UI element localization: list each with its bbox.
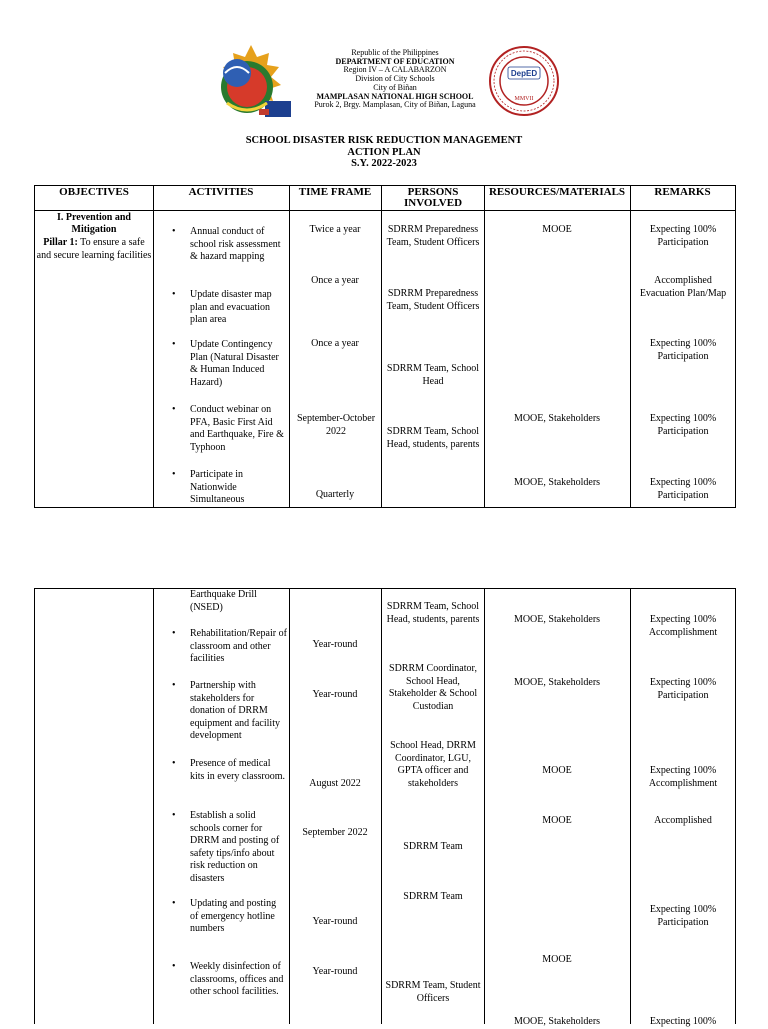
activity-item: Conduct webinar on PFA, Basic First Aid and Earthquake, Fire & Typhoon (190, 404, 284, 453)
seal-text: DepED (510, 69, 538, 78)
persons-involved: SDRRM Team, School Head, students, parents (386, 601, 480, 625)
resources-materials: MOOE (542, 954, 572, 965)
time-frame: August 2022 (309, 778, 361, 789)
persons-involved: School Head, DRRM Coordinator, LGU, GPTA officer and stakeholders (390, 740, 476, 789)
header-line: City of Biñan (373, 82, 417, 92)
time-frame: Twice a year (309, 224, 361, 235)
resources-materials: MOOE (542, 224, 572, 235)
persons-involved: SDRRM Preparedness Team, Student Officers (386, 288, 480, 312)
remarks: Expecting 100% Participation (649, 904, 717, 928)
remarks: Expecting 100% Accomplishment (648, 614, 718, 638)
title-line-2: ACTION PLAN (347, 146, 421, 158)
remarks: Expecting 100% Accomplishment (648, 765, 718, 789)
remarks: Expecting 100% Participation (649, 477, 717, 501)
remarks: Accomplished Evacuation Plan/Map (639, 275, 727, 299)
activity-item: Rehabilitation/Repair of classroom and other facilities (190, 628, 287, 664)
activity-item: Presence of medical kits in every classroom. (190, 758, 285, 782)
remarks: Expecting 100% (649, 1016, 717, 1027)
column-header-resources: RESOURCES/MATERIALS (488, 186, 626, 198)
remarks: Expecting 100% Participation (649, 224, 717, 248)
time-frame: Year-round (312, 639, 358, 650)
time-frame: September 2022 (302, 827, 368, 838)
remarks: Expecting 100% Participation (649, 338, 717, 362)
header-line: Region IV – A CALABARZON (343, 65, 447, 75)
header-line: DEPARTMENT OF EDUCATION (335, 56, 455, 66)
activity-item: Participate in Nationwide Simultaneous (190, 469, 245, 505)
pillar-text: To ensure a safe and secure learning facilities (36, 237, 152, 261)
school-logo (207, 43, 295, 123)
page-title (0, 135, 768, 170)
header-line: Republic of the Philippines (351, 48, 439, 57)
resources-materials: MOOE, Stakeholders (513, 413, 601, 424)
remarks: Accomplished (654, 815, 712, 826)
deped-seal-icon (488, 45, 560, 117)
time-frame: Year-round (312, 966, 358, 977)
column-header-remarks: REMARKS (654, 186, 711, 198)
column-header-persons: PERSONS INVOLVED (403, 186, 463, 209)
resources-materials: MOOE, Stakeholders (513, 477, 601, 488)
bullet-icon: • (172, 628, 176, 639)
bullet-icon: • (172, 758, 176, 769)
objective-heading: I. Prevention and Mitigation (57, 212, 131, 235)
time-frame: Once a year (311, 338, 359, 349)
activity-continuation: Earthquake Drill (NSED) (190, 589, 257, 613)
persons-involved: SDRRM Preparedness Team, Student Officers (386, 224, 480, 248)
persons-involved: SDRRM Team, School Head (386, 363, 480, 387)
time-frame: Once a year (311, 275, 359, 286)
time-frame: Quarterly (315, 489, 355, 500)
column-header-activities: ACTIVITIES (188, 186, 254, 198)
title-line-3: S.Y. 2022-2023 (351, 158, 417, 169)
bullet-icon: • (172, 339, 176, 350)
remarks: Expecting 100% Participation (649, 413, 717, 437)
letterhead (300, 49, 490, 110)
column-header-objectives: OBJECTIVES (59, 186, 129, 198)
persons-involved: SDRRM Team (403, 841, 463, 852)
persons-involved: SDRRM Team, Student Officers (385, 980, 481, 1004)
remarks: Expecting 100% Participation (649, 677, 717, 701)
bullet-icon: • (172, 226, 176, 237)
activity-item: Annual conduct of school risk assessment & hazard mapping (190, 226, 281, 262)
time-frame: Year-round (312, 689, 358, 700)
header-line: Division of City Schools (355, 74, 435, 84)
header-line: MAMPLASAN NATIONAL HIGH SCHOOL (316, 91, 474, 101)
activity-item: Partnership with stakeholders for donation of DRRM equipment and facility development (190, 680, 280, 741)
school-logo-icon (207, 43, 295, 123)
objective-pillar (36, 237, 152, 262)
time-frame: Year-round (312, 916, 358, 927)
resources-materials: MOOE (542, 765, 572, 776)
activity-item: Update Contingency Plan (Natural Disaster & Human Induced Hazard) (190, 339, 279, 388)
bullet-icon: • (172, 404, 176, 415)
column-header-time-frame: TIME FRAME (298, 186, 372, 198)
activity-item: Establish a solid schools corner for DRRM and posting of safety tips/info about risk reduction on disasters (190, 810, 280, 884)
activity-item: Weekly disinfection of classrooms, offices and other school facilities. (190, 961, 284, 997)
bullet-icon: • (172, 898, 176, 909)
resources-materials: MOOE, Stakeholders (513, 1016, 601, 1027)
bullet-icon: • (172, 289, 176, 300)
resources-materials: MOOE, Stakeholders (513, 614, 601, 625)
pillar-label: Pillar 1: (43, 237, 78, 248)
bullet-icon: • (172, 469, 176, 480)
bullet-icon: • (172, 810, 176, 821)
activity-item: Updating and posting of emergency hotline numbers (190, 898, 277, 934)
deped-seal (488, 45, 560, 117)
bullet-icon: • (172, 680, 176, 691)
seal-sub: MMVII (514, 96, 534, 102)
resources-materials: MOOE, Stakeholders (513, 677, 601, 688)
activity-item: Update disaster map plan and evacuation plan area (190, 289, 272, 325)
resources-materials: MOOE (542, 815, 572, 826)
title-line-1: SCHOOL DISASTER RISK REDUCTION MANAGEMENT (245, 135, 523, 146)
persons-involved: SDRRM Team, School Head, students, parents (386, 426, 480, 450)
persons-involved: SDRRM Coordinator, School Head, Stakeholder & School Custodian (388, 663, 478, 712)
header-line: Purok 2, Brgy. Mamplasan, City of Biñan, Laguna (314, 100, 476, 110)
persons-involved: SDRRM Team (403, 891, 463, 902)
bullet-icon: • (172, 961, 176, 972)
time-frame: September-October 2022 (296, 413, 376, 437)
